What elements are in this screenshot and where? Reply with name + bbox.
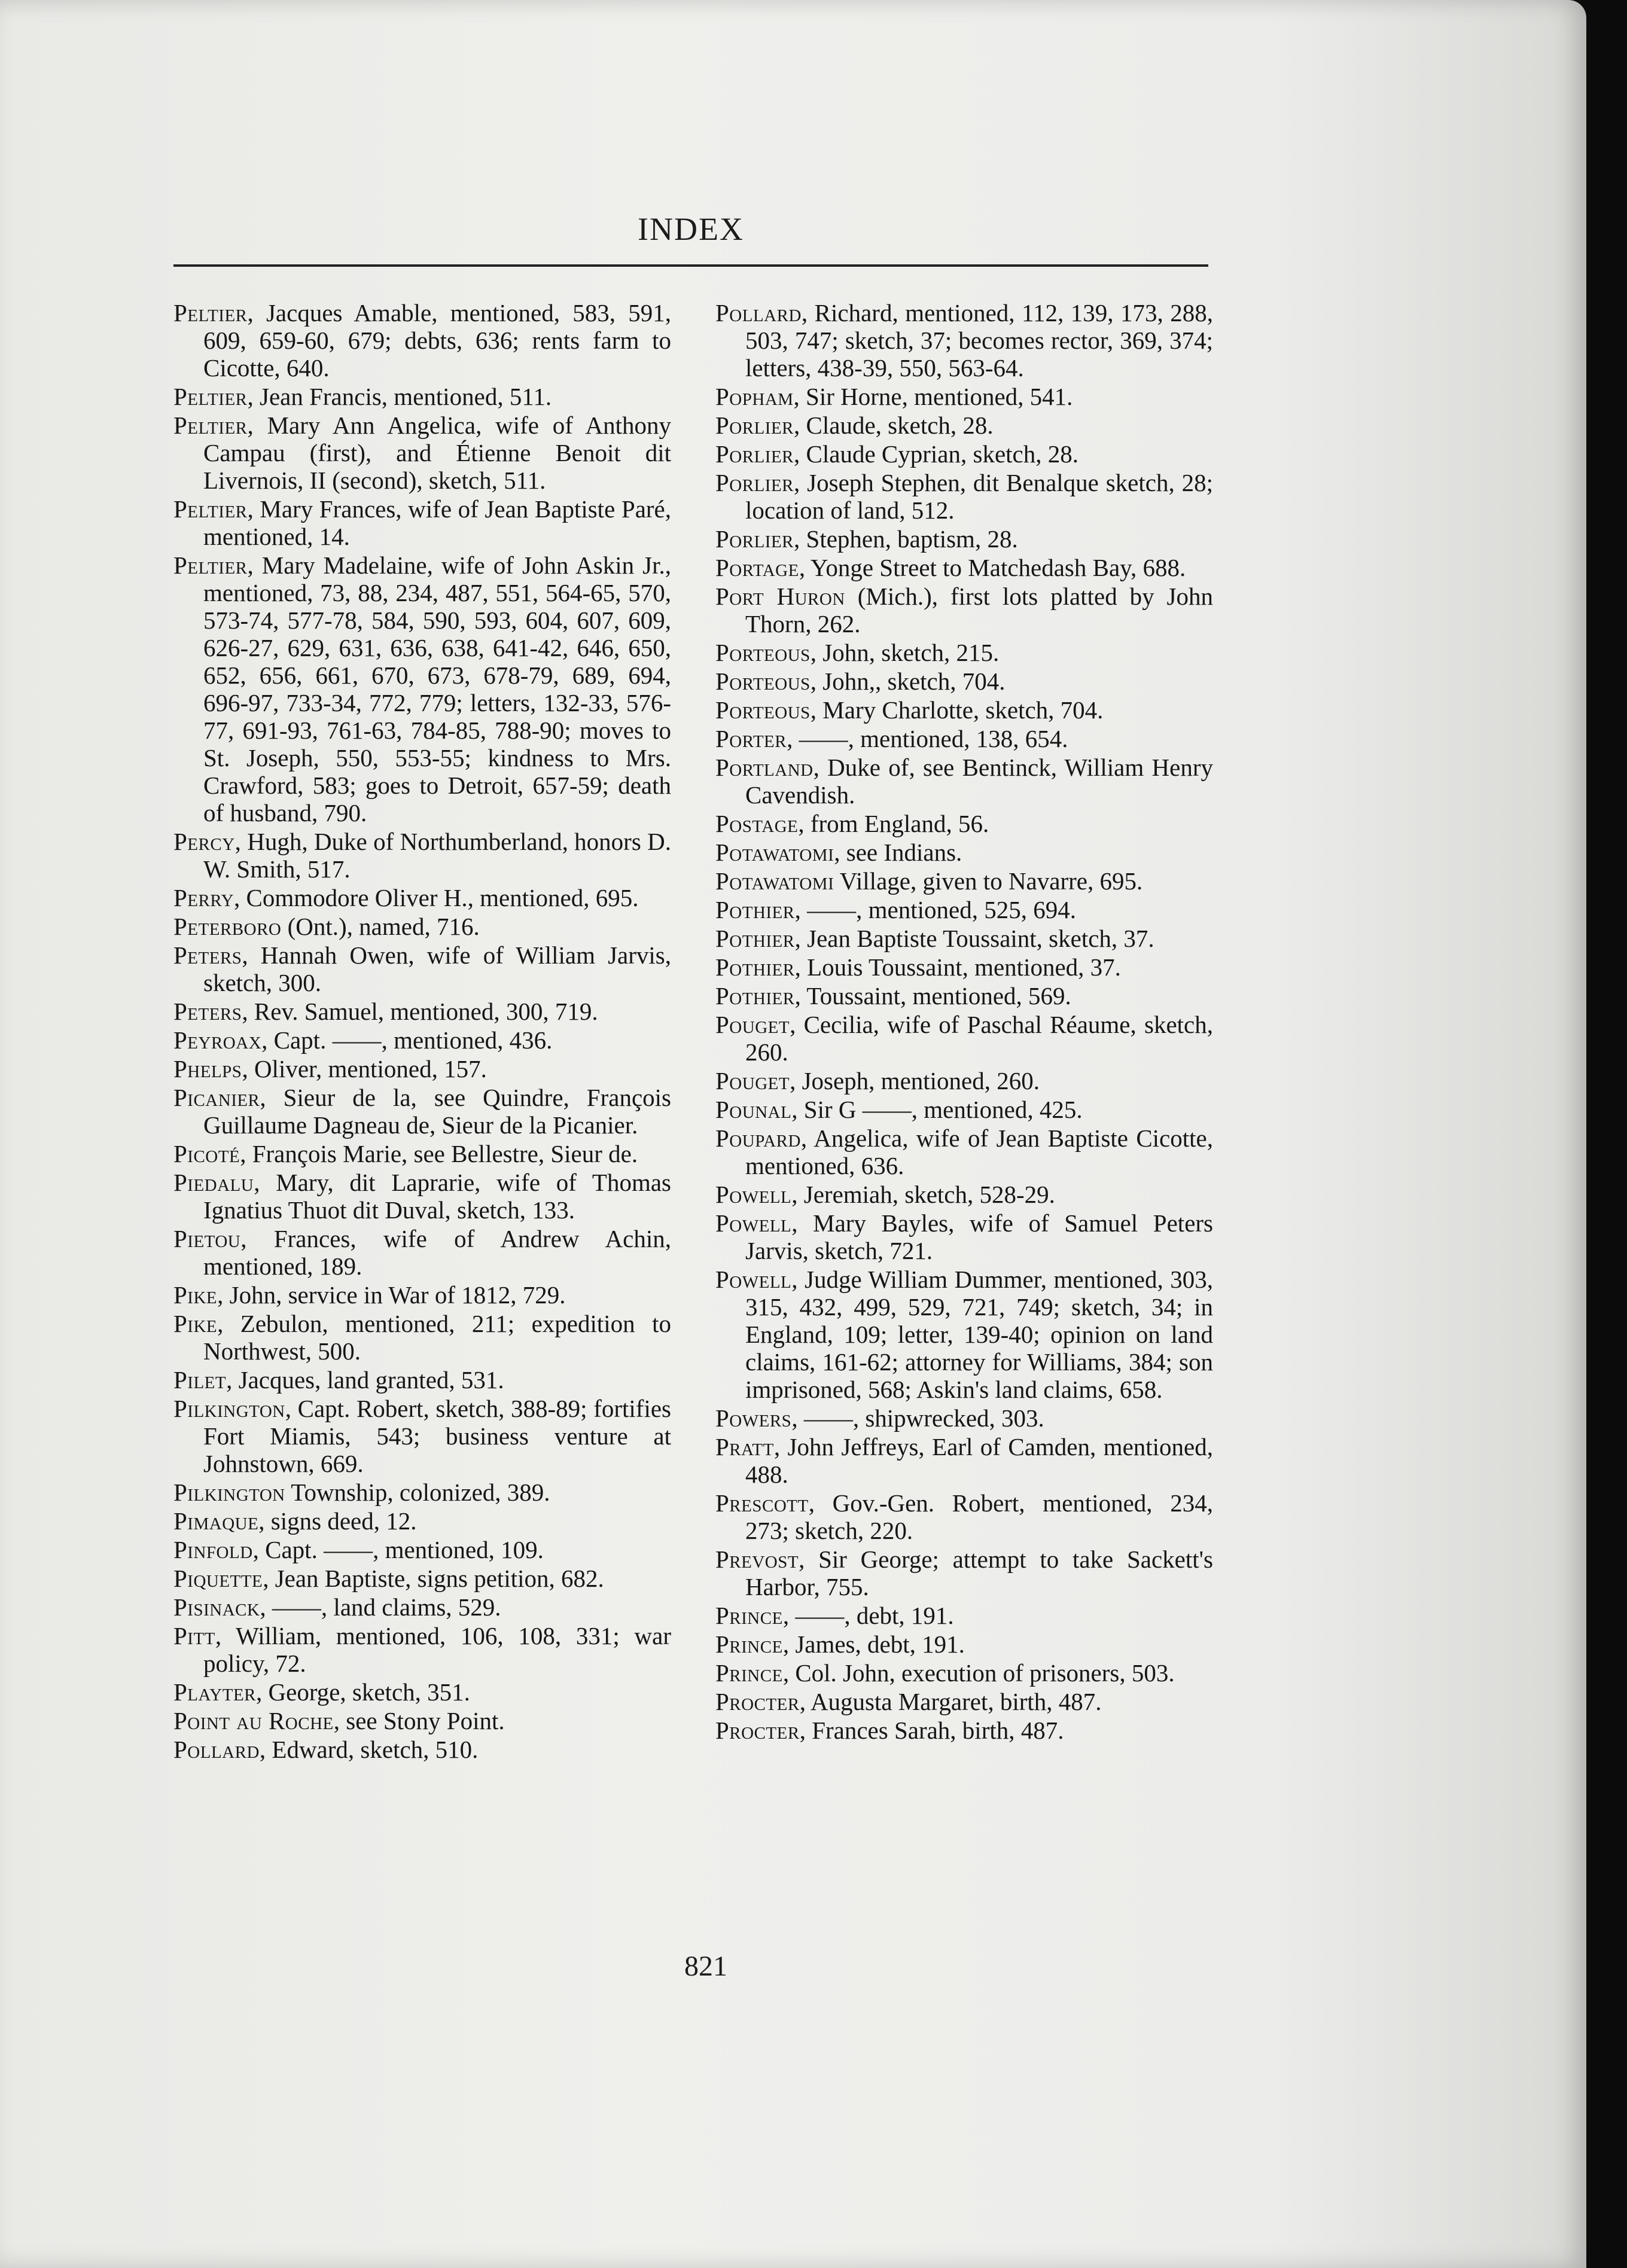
- index-entry: [715, 639, 1213, 666]
- entry-text: , Stephen, baptism, 28.: [794, 525, 1018, 553]
- scan-background-edge: [1586, 0, 1627, 2268]
- entry-heading: Pike: [173, 1310, 218, 1337]
- entry-text: , Oliver, mentioned, 157.: [242, 1055, 487, 1083]
- entry-text: , ——, land claims, 529.: [260, 1593, 501, 1621]
- index-entry: [715, 299, 1213, 382]
- index-entry: [715, 1067, 1213, 1095]
- entry-heading: Perry: [173, 884, 234, 912]
- index-entry: [715, 525, 1213, 553]
- index-entry: [715, 1096, 1213, 1123]
- entry-heading: Playter: [173, 1678, 257, 1706]
- entry-heading: Procter: [715, 1688, 800, 1715]
- page-header: INDEX: [638, 211, 744, 247]
- entry-text: , Sir Horne, mentioned, 541.: [793, 383, 1073, 410]
- entry-heading: Picanier: [173, 1084, 260, 1111]
- index-entry: [715, 554, 1213, 581]
- entry-text: , Mary, dit Laprarie, wife of Thomas Ignatius Thuot dit Duval, sketch, 133.: [203, 1169, 671, 1224]
- entry-heading: Pounal: [715, 1096, 792, 1123]
- index-entry: [173, 411, 671, 494]
- entry-heading: Procter: [715, 1717, 800, 1744]
- index-entry: [173, 1084, 671, 1139]
- entry-heading: Point au Roche: [173, 1707, 334, 1734]
- entry-text: , Jeremiah, sketch, 528-29.: [791, 1181, 1055, 1208]
- entry-text: , Jacques Amable, mentioned, 583, 591, 609, 659-60, 679; debts, 636; rents farm to Cicotte, 640.: [203, 299, 671, 382]
- entry-heading: Powell: [715, 1209, 792, 1237]
- index-entry: [173, 1536, 671, 1563]
- entry-text: , Angelica, wife of Jean Baptiste Cicotte, mentioned, 636.: [745, 1124, 1213, 1179]
- entry-text: , Edward, sketch, 510.: [259, 1736, 479, 1763]
- entry-text: , Gov.-Gen. Robert, mentioned, 234, 273; sketch, 220.: [745, 1489, 1213, 1544]
- entry-text: , William, mentioned, 106, 108, 331; war policy, 72.: [203, 1622, 671, 1677]
- entry-heading: Potawatomi: [715, 839, 834, 866]
- entry-text: , Sir G ——, mentioned, 425.: [791, 1096, 1083, 1123]
- index-entry: [173, 941, 671, 996]
- entry-text: , Jean Baptiste Toussaint, sketch, 37.: [794, 925, 1154, 952]
- entry-text: Township, colonized, 389.: [285, 1479, 550, 1506]
- index-entry: [715, 1124, 1213, 1179]
- index-entry: [715, 896, 1213, 923]
- index-entry: [715, 1266, 1213, 1403]
- index-entry: [173, 828, 671, 883]
- index-entry: [173, 1026, 671, 1054]
- index-entry: [715, 754, 1213, 809]
- entry-text: , John, sketch, 215.: [810, 639, 1000, 666]
- index-entry: [173, 998, 671, 1025]
- entry-heading: Portland: [715, 754, 814, 781]
- index-entry: [173, 1395, 671, 1477]
- page-number: 821: [684, 1950, 727, 1982]
- index-entry: [715, 440, 1213, 468]
- index-entry: [173, 1140, 671, 1167]
- entry-text: , Capt. ——, mentioned, 436.: [261, 1026, 553, 1054]
- index-entry: [173, 1707, 671, 1734]
- index-entry: [715, 1545, 1213, 1601]
- entry-heading: Peltier: [173, 551, 248, 579]
- entry-text: , Louis Toussaint, mentioned, 37.: [794, 953, 1121, 981]
- entry-text: , Cecilia, wife of Paschal Réaume, sketch, 260.: [745, 1011, 1213, 1066]
- entry-heading: Poupard: [715, 1124, 801, 1152]
- entry-heading: Porlier: [715, 411, 794, 439]
- entry-heading: Picoté: [173, 1140, 240, 1167]
- entry-text: , ——, mentioned, 525, 694.: [794, 896, 1076, 923]
- index-entry: [715, 725, 1213, 752]
- entry-heading: Powell: [715, 1181, 792, 1208]
- entry-text: , Yonge Street to Matchedash Bay, 688.: [799, 554, 1186, 581]
- entry-text: , Augusta Margaret, birth, 487.: [799, 1688, 1102, 1715]
- index-entry: [173, 1169, 671, 1224]
- entry-heading: Pothier: [715, 896, 795, 923]
- entry-heading: Pothier: [715, 982, 795, 1010]
- entry-text: , John, service in War of 1812, 729.: [217, 1281, 566, 1309]
- entry-heading: Popham: [715, 383, 794, 410]
- entry-heading: Potawatomi: [715, 867, 834, 895]
- entry-heading: Peltier: [173, 383, 248, 410]
- entry-heading: Powell: [715, 1266, 792, 1293]
- entry-text: , Capt. Robert, sketch, 388-89; fortifies Fort Miamis, 543; business venture at Johnstown, 669.: [203, 1395, 671, 1477]
- entry-heading: Porteous: [715, 696, 811, 724]
- index-entry: [715, 1602, 1213, 1629]
- entry-text: , Mary Charlotte, sketch, 704.: [810, 696, 1104, 724]
- index-entry: [173, 1225, 671, 1280]
- index-column-right: [715, 299, 1213, 1745]
- entry-heading: Peterboro: [173, 913, 282, 940]
- index-entry: [715, 810, 1213, 837]
- entry-heading: Portage: [715, 554, 799, 581]
- index-entry: [173, 1055, 671, 1083]
- entry-text: , Mary Bayles, wife of Samuel Peters Jarvis, sketch, 721.: [745, 1209, 1213, 1264]
- index-entry: [173, 884, 671, 912]
- entry-text: , ——, debt, 191.: [782, 1602, 954, 1629]
- entry-heading: Pouget: [715, 1067, 790, 1095]
- index-entry: [715, 1011, 1213, 1066]
- entry-text: , Zebulon, mentioned, 211; expedition to Northwest, 500.: [203, 1310, 671, 1365]
- index-entry: [715, 1717, 1213, 1744]
- entry-text: , Jean Baptiste, signs petition, 682.: [263, 1565, 604, 1592]
- index-column-left: [173, 299, 671, 1764]
- entry-heading: Pratt: [715, 1433, 774, 1461]
- entry-text: , ——, shipwrecked, 303.: [791, 1404, 1044, 1432]
- entry-text: , signs deed, 12.: [258, 1507, 417, 1535]
- entry-text: , see Stony Point.: [333, 1707, 505, 1734]
- index-entry: [715, 1404, 1213, 1432]
- entry-text: , Col. John, execution of prisoners, 503.: [782, 1659, 1175, 1687]
- entry-text: , Mary Madelaine, wife of John Askin Jr., mentioned, 73, 88, 234, 487, 551, 564-65, 570, 573-74, 577-78, 584, 590, 593, 604, 607, 609, 626-27, 629, 631, 636, 638, 641-42, 646, 650, 652, 656, 661, 670, 673, 678-79, 689, 694, 696-97, 733-34, 772, 779; letters, 132-33, 576-77, 691-93, 761-63, 784-85, 788-90; moves to St. Joseph, 550, 553-55; kindness to Mrs. Crawford, 583; goes to Detroit, 657-59; death of husband, 790.: [203, 551, 671, 827]
- entry-text: Village, given to Navarre, 695.: [834, 867, 1143, 895]
- index-entry: [715, 696, 1213, 724]
- entry-text: , Jean Francis, mentioned, 511.: [247, 383, 552, 410]
- index-entry: [173, 1366, 671, 1394]
- index-entry: [173, 1281, 671, 1309]
- entry-heading: Peltier: [173, 299, 248, 327]
- entry-heading: Peters: [173, 941, 242, 969]
- index-entry: [173, 1565, 671, 1592]
- entry-heading: Pietou: [173, 1225, 241, 1252]
- index-entry: [173, 1678, 671, 1706]
- index-entry: [715, 1659, 1213, 1687]
- entry-text: , Duke of, see Bentinck, William Henry Cavendish.: [745, 754, 1213, 809]
- entry-heading: Porlier: [715, 469, 794, 496]
- entry-heading: Prescott: [715, 1489, 809, 1517]
- index-entry: [173, 299, 671, 382]
- index-entry: [715, 982, 1213, 1010]
- entry-text: , Joseph Stephen, dit Benalque sketch, 28; location of land, 512.: [745, 469, 1213, 524]
- entry-heading: Porteous: [715, 667, 811, 695]
- entry-text: , Frances, wife of Andrew Achin, mentioned, 189.: [203, 1225, 671, 1280]
- index-entry: [173, 551, 671, 827]
- entry-heading: Prince: [715, 1659, 783, 1687]
- entry-heading: Pisinack: [173, 1593, 260, 1621]
- entry-text: , Jacques, land granted, 531.: [226, 1366, 504, 1394]
- entry-text: , Claude, sketch, 28.: [794, 411, 994, 439]
- entry-text: , from England, 56.: [798, 810, 989, 837]
- entry-heading: Pinfold: [173, 1536, 253, 1563]
- index-entry: [715, 383, 1213, 410]
- entry-text: , Judge William Dummer, mentioned, 303, 315, 432, 499, 529, 721, 749; sketch, 34; in England, 109; letter, 139-40; opinion on land claims, 161-62; attorney for Williams, 384; son imprisoned, 568; Askin's land claims, 658.: [745, 1266, 1213, 1403]
- entry-text: , Commodore Oliver H., mentioned, 695.: [234, 884, 639, 912]
- entry-text: , Mary Frances, wife of Jean Baptiste Paré, mentioned, 14.: [203, 495, 671, 550]
- entry-text: , Capt. ——, mentioned, 109.: [252, 1536, 544, 1563]
- entry-heading: Pimaque: [173, 1507, 259, 1535]
- entry-text: , Sir George; attempt to take Sackett's Harbor, 755.: [745, 1545, 1213, 1601]
- index-entry: [715, 1209, 1213, 1264]
- entry-heading: Peltier: [173, 495, 248, 523]
- entry-heading: Prince: [715, 1630, 783, 1658]
- index-entry: [173, 1310, 671, 1365]
- entry-text: , Sieur de la, see Quindre, François Guillaume Dagneau de, Sieur de la Picanier.: [203, 1084, 671, 1139]
- entry-heading: Pothier: [715, 925, 795, 952]
- entry-text: , ——, mentioned, 138, 654.: [787, 725, 1068, 752]
- entry-heading: Pilkington: [173, 1395, 285, 1422]
- entry-heading: Peters: [173, 998, 242, 1025]
- entry-text: , see Indians.: [834, 839, 962, 866]
- index-entry: [715, 1181, 1213, 1208]
- index-entry: [715, 867, 1213, 895]
- entry-heading: Prince: [715, 1602, 783, 1629]
- index-entry: [715, 469, 1213, 524]
- entry-heading: Pitt: [173, 1622, 215, 1650]
- index-entry: [173, 913, 671, 940]
- entry-text: , Toussaint, mentioned, 569.: [794, 982, 1071, 1010]
- entry-heading: Prevost: [715, 1545, 799, 1573]
- entry-heading: Porlier: [715, 440, 794, 468]
- entry-heading: Peltier: [173, 411, 248, 439]
- index-entry: [715, 925, 1213, 952]
- entry-heading: Peyroax: [173, 1026, 262, 1054]
- index-entry: [715, 839, 1213, 866]
- entry-heading: Postage: [715, 810, 799, 837]
- entry-text: , Claude Cyprian, sketch, 28.: [794, 440, 1078, 468]
- entry-text: , Joseph, mentioned, 260.: [790, 1067, 1040, 1095]
- index-entry: [173, 1593, 671, 1621]
- entry-text: , Rev. Samuel, mentioned, 300, 719.: [242, 998, 598, 1025]
- entry-heading: Phelps: [173, 1055, 242, 1083]
- entry-heading: Porteous: [715, 639, 811, 666]
- entry-heading: Pouget: [715, 1011, 790, 1038]
- index-entry: [715, 583, 1213, 638]
- entry-heading: Pollard: [715, 299, 802, 327]
- entry-heading: Pothier: [715, 953, 795, 981]
- entry-text: , Frances Sarah, birth, 487.: [799, 1717, 1064, 1744]
- entry-heading: Percy: [173, 828, 235, 855]
- entry-text: , John,, sketch, 704.: [810, 667, 1006, 695]
- entry-text: (Mich.), first lots platted by John Thorn, 262.: [745, 583, 1213, 638]
- entry-text: , George, sketch, 351.: [256, 1678, 470, 1706]
- index-entry: [715, 953, 1213, 981]
- entry-heading: Piedalu: [173, 1169, 254, 1196]
- entry-text: , Hannah Owen, wife of William Jarvis, sketch, 300.: [203, 941, 671, 996]
- entry-heading: Porter: [715, 725, 787, 752]
- index-entry: [715, 667, 1213, 695]
- entry-text: , Richard, mentioned, 112, 139, 173, 288, 503, 747; sketch, 37; becomes rector, 369, 374; letters, 438-39, 550, 563-64.: [745, 299, 1213, 382]
- entry-heading: Pollard: [173, 1736, 260, 1763]
- entry-text: , John Jeffreys, Earl of Camden, mentioned, 488.: [745, 1433, 1213, 1488]
- index-entry: [173, 1479, 671, 1506]
- index-entry: [173, 1622, 671, 1677]
- index-entry: [715, 1489, 1213, 1544]
- entry-text: , Hugh, Duke of Northumberland, honors D. W. Smith, 517.: [203, 828, 671, 883]
- index-entry: [715, 411, 1213, 439]
- entry-heading: Pike: [173, 1281, 218, 1309]
- entry-heading: Pilet: [173, 1366, 227, 1394]
- entry-heading: Piquette: [173, 1565, 263, 1592]
- index-entry: [715, 1688, 1213, 1715]
- index-entry: [715, 1630, 1213, 1658]
- entry-heading: Port Huron: [715, 583, 845, 610]
- entry-text: , James, debt, 191.: [782, 1630, 965, 1658]
- index-entry: [173, 1507, 671, 1535]
- header-rule: [173, 264, 1208, 267]
- index-entry: [173, 1736, 671, 1763]
- entry-heading: Pilkington: [173, 1479, 285, 1506]
- entry-text: , Mary Ann Angelica, wife of Anthony Campau (first), and Étienne Benoit dit Livernois, II (second), sketch, 511.: [203, 411, 671, 494]
- index-entry: [173, 495, 671, 550]
- entry-text: , François Marie, see Bellestre, Sieur de.: [240, 1140, 638, 1167]
- index-entry: [173, 383, 671, 410]
- entry-heading: Powers: [715, 1404, 792, 1432]
- entry-heading: Porlier: [715, 525, 794, 553]
- entry-text: (Ont.), named, 716.: [281, 913, 480, 940]
- index-entry: [715, 1433, 1213, 1488]
